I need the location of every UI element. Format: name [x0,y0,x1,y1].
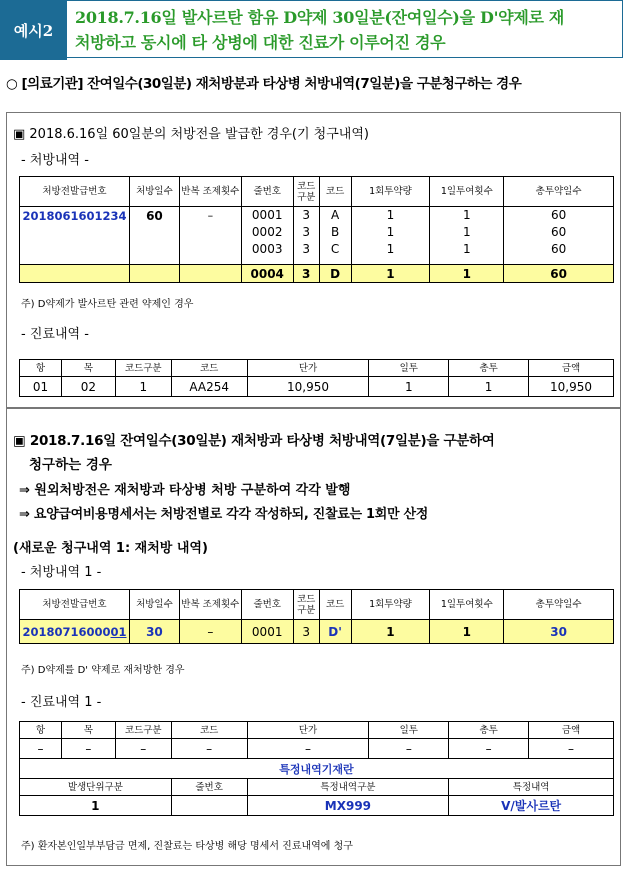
care-cell: 10,950 [247,377,369,397]
care-cell: 01 [20,377,62,397]
rx-header-issue: 처방전발급번호 [20,590,130,620]
rx-type: 3 [302,242,310,256]
care-header: 일투 [369,722,449,739]
section2-care-title: - 진료내역 1 - [21,695,102,710]
rx-header-line: 줄번호 [241,590,293,620]
care-header: 코드 [171,722,247,739]
rx-total: 60 [550,225,567,239]
care-header: 항 [20,360,62,377]
rx-header-type: 코드 구분 [293,177,319,207]
care-cell: 1 [115,377,171,397]
rx-line: 0001 [241,620,293,644]
care-header: 코드구분 [115,722,171,739]
rx-type: 3 [293,265,319,283]
care-cell: – [247,739,369,759]
section1-rx-note: 주) D약제가 발사르탄 관련 약제인 경우 [21,299,194,310]
special-header: 특정내역 [449,779,614,796]
rx-total: 30 [504,620,614,644]
section2-rx-note: 주) D약제를 D' 약제로 재처방한 경우 [21,665,185,676]
rx-code: C [330,242,340,256]
care-cell: – [20,739,62,759]
care-cell: – [61,739,115,759]
special-cell: MX999 [247,796,449,816]
care-cell: – [449,739,529,759]
rx-issue-no: 2018061601234 [20,207,130,265]
care-cell: – [171,739,247,759]
rx-header-total: 총투약일수 [504,590,614,620]
example-header [0,0,623,60]
example-title-line2: 처방하고 동시에 타 상병에 대한 진료가 이루어진 경우 [75,33,446,52]
rx-header-repeat: 반복 조제횟수 [179,177,241,207]
section1-rx-title: - 처방내역 - [21,153,89,168]
section2-care-table [19,721,614,816]
rx-header-code: 코드 [319,177,351,207]
rx-header-dose: 1회투약량 [351,590,430,620]
care-cell: – [529,739,614,759]
rx-freq: 1 [462,208,471,222]
rx-issue-no: 2018071600001 [20,620,130,644]
rx-freq: 1 [462,242,471,256]
rx-header-issue: 처방전발급번호 [20,177,130,207]
rx-dose: 1 [351,620,430,644]
care-header: 단가 [247,360,369,377]
care-header: 일투 [369,360,449,377]
section1-box [6,112,621,408]
special-header: 발생단위구분 [20,779,172,796]
special-cell: 1 [20,796,172,816]
example-title-line1: 2018.7.16일 발사르탄 함유 D약제 30일분(잔여일수)을 D'약제로 재 [75,8,565,27]
care-header: 단가 [247,722,369,739]
care-cell: – [115,739,171,759]
rx-type: 3 [302,208,310,222]
care-header: 목 [61,722,115,739]
rx-dose: 1 [386,242,395,256]
rx-header-freq: 1일투여횟수 [430,177,504,207]
care-header: 코드 [171,360,247,377]
rx-code: D [319,265,351,283]
section2-arrow1: ⇒ 원외처방전은 재처방과 타상병 처방 구분하여 각각 발행 [19,483,351,498]
care-header: 금액 [529,360,614,377]
rx-line: 0003 [251,242,283,256]
rx-header-days: 처방일수 [129,590,179,620]
section2-arrow2: ⇒ 요양급여비용명세서는 처방전별로 각각 작성하되, 진찰료는 1회만 산정 [19,507,429,522]
special-cell [171,796,247,816]
rx-header-type: 코드 구분 [293,590,319,620]
care-header: 목 [61,360,115,377]
section2-rx-table [19,589,614,644]
rx-code: A [330,208,340,222]
care-cell: 10,950 [529,377,614,397]
care-cell: 1 [449,377,529,397]
section2-new-claim: (새로운 청구내역 1: 재처방 내역) [13,541,208,556]
rx-dose: 1 [386,225,395,239]
care-cell: AA254 [171,377,247,397]
intro-text: ○ [의료기관] 잔여일수(30일분) 재처방분과 타상병 처방내역(7일분)을 구분청구하는 경우 [6,76,522,92]
rx-header-dose: 1회투약량 [351,177,430,207]
section2-heading2: 청구하는 경우 [29,457,112,473]
rx-line: 0004 [241,265,293,283]
rx-type: 3 [293,620,319,644]
special-header: 줄번호 [171,779,247,796]
section1-care-table [19,359,614,397]
care-cell: 1 [369,377,449,397]
rx-code: D' [319,620,351,644]
rx-repeat: – [179,207,241,265]
rx-code: B [330,225,340,239]
rx-days: 30 [129,620,179,644]
section2-heading1: ▣ 2018.7.16일 잔여일수(30일분) 재처방과 타상병 처방내역(7일분)을 구분하여 [13,433,495,449]
rx-line: 0002 [251,225,283,239]
section2-final-note: 주) 환자본인일부부담금 면제, 진찰료는 타상병 해당 명세서 진료내역에 청구 [21,841,353,852]
example-title-box [67,0,623,58]
care-cell: 02 [61,377,115,397]
rx-highlight-row [20,265,614,283]
rx-days: 60 [129,207,179,265]
care-cell: – [369,739,449,759]
example-title [75,5,564,55]
rx-header-total: 총투약일수 [504,177,614,207]
rx-header-days: 처방일수 [129,177,179,207]
rx-total: 60 [550,242,567,256]
rx-header-line: 줄번호 [241,177,293,207]
rx-total: 60 [504,265,614,283]
care-header: 총투 [449,722,529,739]
rx-dose: 1 [351,265,430,283]
rx-repeat: – [179,620,241,644]
rx-type: 3 [302,225,310,239]
rx-freq: 1 [462,225,471,239]
section1-care-title: - 진료내역 - [21,327,89,342]
section2-rx-title: - 처방내역 1 - [21,565,102,580]
special-header: 특정내역구분 [247,779,449,796]
care-header: 금액 [529,722,614,739]
section2-box [6,408,621,866]
example-label: 예시2 [0,0,67,60]
care-header: 총투 [449,360,529,377]
section1-heading: ▣ 2018.6.16일 60일분의 처방전을 발급한 경우(기 청구내역) [13,127,369,142]
rx-header-code: 코드 [319,590,351,620]
rx-header-repeat: 반복 조제횟수 [179,590,241,620]
rx-freq: 1 [430,265,504,283]
section1-rx-table [19,176,614,283]
care-header: 코드구분 [115,360,171,377]
rx-header-freq: 1일투여횟수 [430,590,504,620]
rx-total: 60 [550,208,567,222]
rx-freq: 1 [430,620,504,644]
special-title: 특정내역기재란 [20,759,614,779]
care-header: 항 [20,722,62,739]
rx-dose: 1 [386,208,395,222]
special-cell: V/발사르탄 [449,796,614,816]
rx-line: 0001 [251,208,283,222]
